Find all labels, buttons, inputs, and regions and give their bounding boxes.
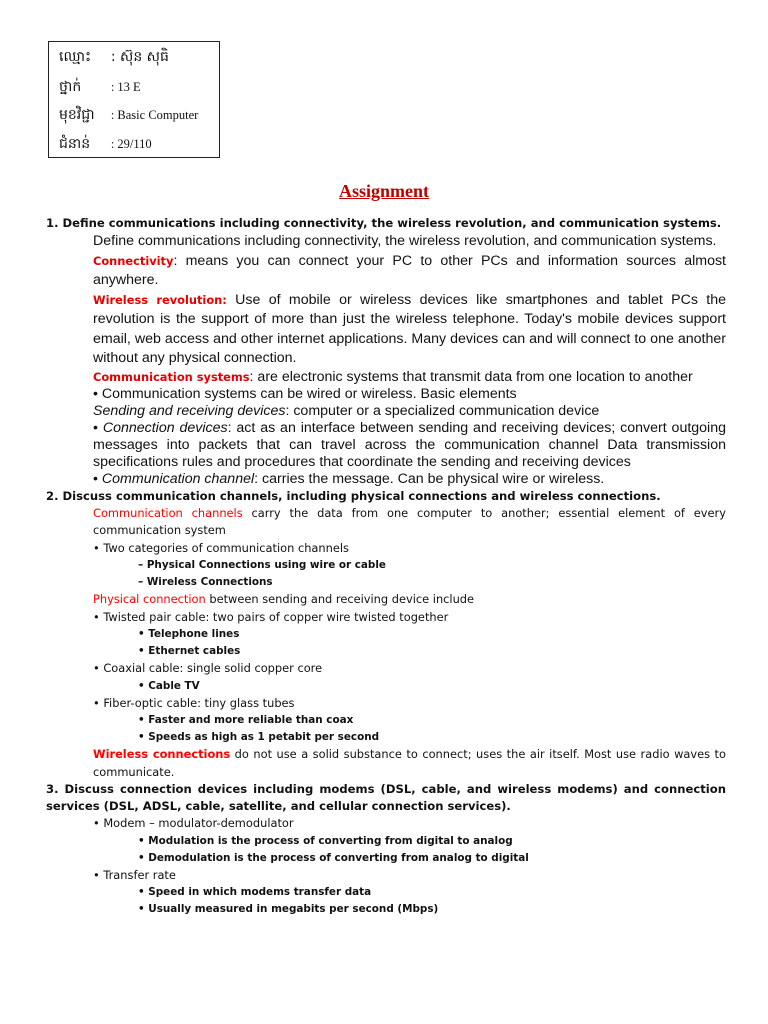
q2-cable-tv: • Cable TV: [138, 679, 200, 692]
subject-label: មុខវិជ្ជា: [59, 107, 95, 123]
q2-speeds: • Speeds as high as 1 petabit per second: [138, 731, 380, 743]
q3-speed: • Speed in which modems transfer data: [138, 886, 372, 898]
q2-physical-item: – Physical Connections using wire or cable: [138, 559, 386, 571]
q2-physical-connection: [93, 591, 726, 609]
q2-wireless-connections: [93, 746, 726, 781]
generation-label: ជំនាន់: [59, 136, 91, 152]
cc-term: Communication channel: [101, 470, 255, 487]
question-1: 1. Define communications including connectivity, the wireless revolution, and communication systems.: [46, 216, 722, 230]
srd-term: Sending and receiving devices: [93, 402, 286, 419]
name-row: [59, 47, 169, 68]
wireless-text: Use of mobile or wireless devices like smartphones and tablet PCs the revolution is the support of more than just the wireless telephone. Today's mobile devices support email, web access and other internet applications. Many devices can and will connect to one another without any physical connection.: [93, 291, 726, 366]
commsys-term: Communication systems: [93, 369, 250, 384]
q2-ethernet: • Ethernet cables: [138, 645, 241, 657]
wc-term: Wireless connections: [93, 747, 231, 761]
cd-term: Connection devices: [102, 419, 228, 436]
channels-term: Communication channels: [93, 505, 243, 520]
q1-commsys: [93, 369, 726, 386]
q2-fiber: • Fiber-optic cable: tiny glass tubes: [93, 695, 295, 710]
q2-faster: • Faster and more reliable than coax: [138, 714, 354, 726]
q2-coaxial: • Coaxial cable: single solid copper core: [93, 661, 323, 675]
student-info-box: [48, 41, 220, 158]
channels-text: carry the data from one computer to another; essential element of every communication system: [93, 505, 726, 537]
physical-term: Physical connection: [93, 592, 206, 606]
generation-row: [59, 134, 152, 155]
q1-connection-devices: [93, 420, 726, 471]
generation-value: : 29/110: [110, 137, 152, 151]
q3-modulation: • Modulation is the process of converting from digital to analog: [138, 834, 513, 847]
q1-sending-receiving: [93, 403, 726, 420]
q3-transfer-rate: • Transfer rate: [93, 867, 176, 882]
question-3: 3. Discuss connection devices including modems (DSL, cable, and wireless modems) and connection services (DSL, ADSL, cable, satellite, and cellular connection services).: [46, 782, 726, 813]
q1-intro: Define communications including connectivity, the wireless revolution, and communication systems.: [93, 233, 717, 249]
question-2: 2. Discuss communication channels, including physical connections and wireless connections.: [46, 488, 661, 503]
physical-text: between sending and receiving device include: [205, 592, 475, 606]
connectivity-term: Connectivity: [93, 253, 174, 268]
name-value: : ស៊ុន សុធិ: [110, 49, 169, 65]
assignment-body: [46, 215, 726, 918]
bullet: •: [93, 419, 103, 436]
q2-wireless-item: – Wireless Connections: [138, 576, 273, 588]
q2-channels: [93, 505, 726, 540]
connectivity-text: : means you can connect your PC to other PCs and information sources almost anywhere.: [93, 252, 726, 288]
cd-text: : act as an interface between sending and receiving devices; convert outgoing messages into packets that can travel across the communication channel Data transmission specifications rules and procedures that coordinate the sending and receiving devices: [93, 419, 726, 470]
q2-telephone: • Telephone lines: [138, 628, 240, 640]
q1-communication-channel: [93, 471, 726, 488]
q1-wireless: [93, 291, 726, 369]
q3-usually: • Usually measured in megabits per second (Mbps): [138, 903, 439, 915]
q2-two-categories: • Two categories of communication channels: [93, 540, 349, 555]
q1-connectivity: [93, 252, 726, 291]
name-label: ឈ្មោះ: [59, 49, 92, 65]
subject-row: [59, 105, 198, 126]
class-label: ថ្នាក់: [59, 79, 82, 95]
commsys-text: : are electronic systems that transmit data from one location to another: [249, 368, 693, 385]
wireless-term: Wireless revolution:: [93, 292, 227, 307]
page-title: Assignment: [338, 181, 429, 201]
cc-text: : carries the message. Can be physical wire or wireless.: [254, 470, 605, 487]
class-row: [59, 77, 141, 98]
q1-bullet-wired: • Communication systems can be wired or wireless. Basic elements: [93, 385, 517, 402]
srd-text: : computer or a specialized communication device: [285, 402, 600, 419]
subject-value: : Basic Computer: [110, 108, 199, 122]
class-value: : 13 E: [110, 80, 141, 94]
bullet: •: [93, 470, 102, 487]
q2-twisted-pair: • Twisted pair cable: two pairs of copper wire twisted together: [93, 609, 449, 624]
q3-modem: • Modem – modulator-demodulator: [93, 816, 294, 830]
wc-text: do not use a solid substance to connect; uses the air itself. Most use radio waves to communicate.: [93, 747, 726, 779]
q3-demodulation: • Demodulation is the process of converting from analog to digital: [138, 851, 529, 864]
